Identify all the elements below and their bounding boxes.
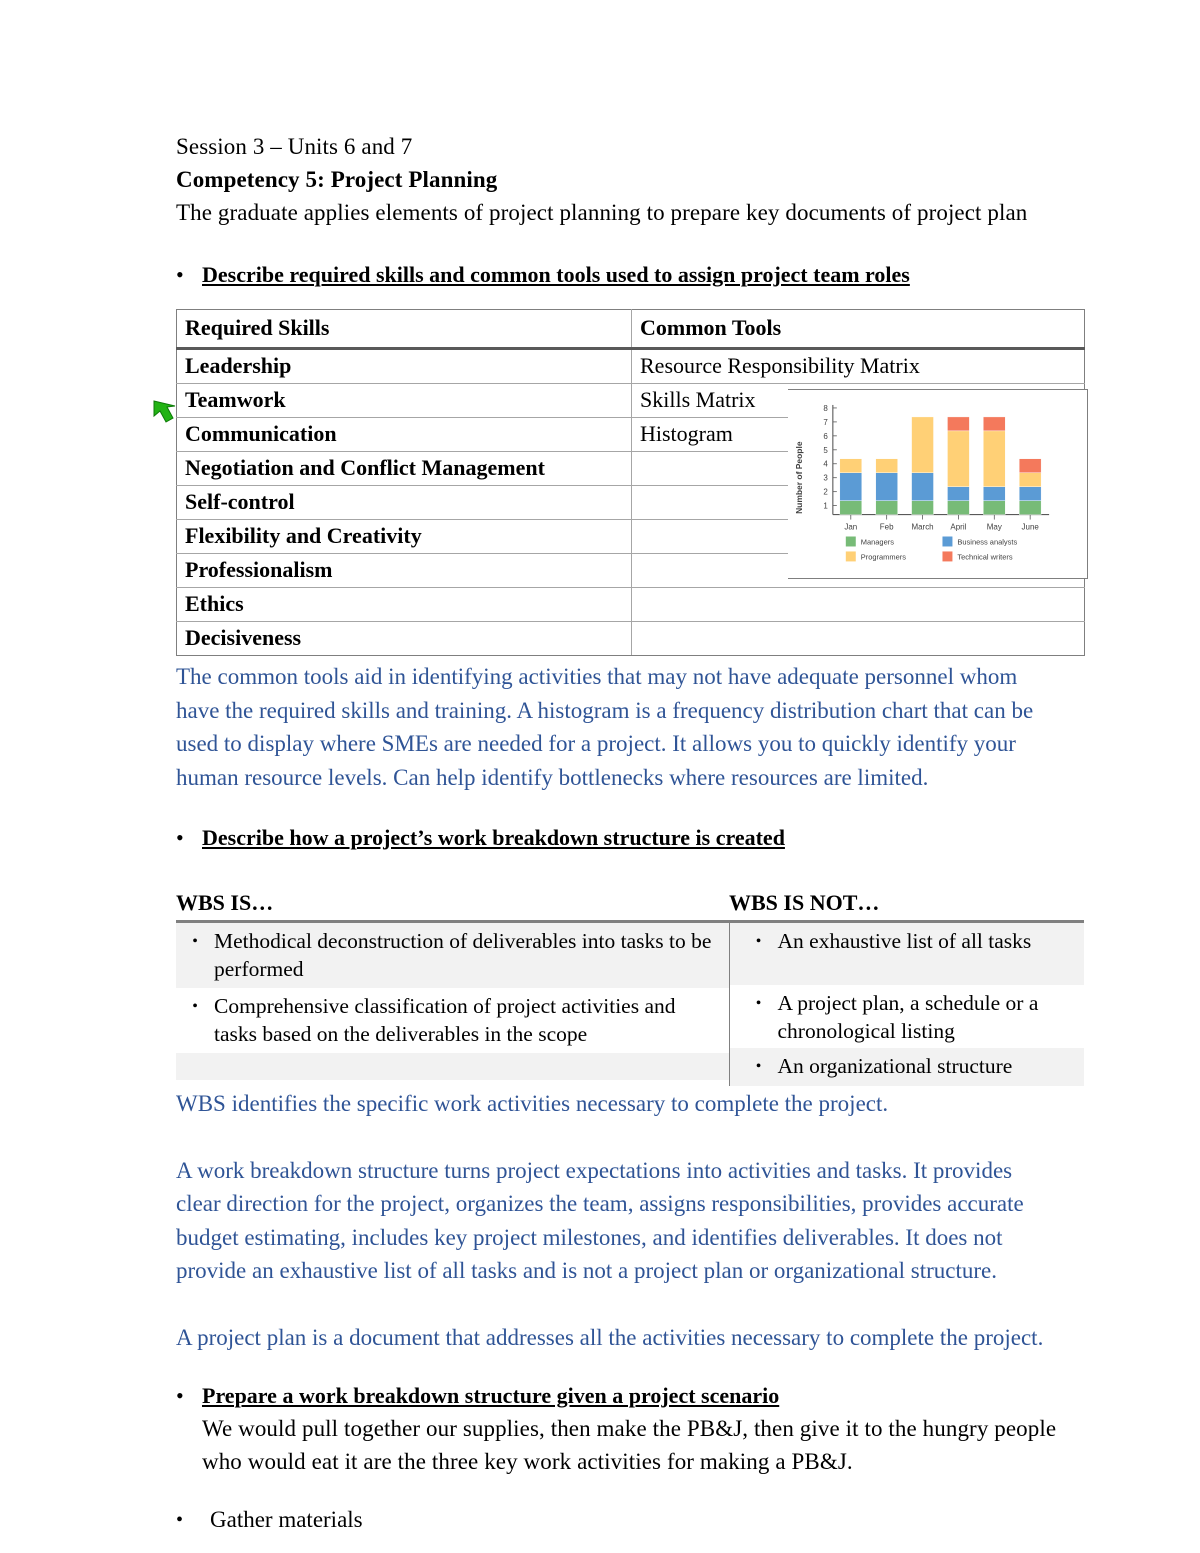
wbs-is-header: WBS IS… [176,890,274,915]
chart-bar-segment [983,487,1005,501]
skills-tools-section [176,309,1060,656]
chart-xtick: June [1021,522,1039,532]
wbs-is-not-item-2: An organizational structure [777,1054,1013,1078]
session-line: Session 3 – Units 6 and 7 [176,134,413,159]
skill-cell: Self-control [177,486,632,520]
tool-cell: Resource Responsibility Matrix [632,349,1085,384]
chart-xticklabels [844,523,1039,532]
wbs-is-item-1: Comprehensive classification of project activities and tasks based on the deliverables in the scope [214,994,676,1046]
wbs-is-column [176,922,729,1087]
paragraph-histogram: The common tools aid in identifying activities that may not have adequate personnel whom have the required skills and training. A histogram is a frequency distribution chart that can be used to display where SMEs are needed for a project. It allows you to quickly identify your human resource levels. Can help identify bottlenecks where resources are limited. [176,664,1034,790]
bullet-icon: • [755,1058,762,1075]
chart-bars [840,417,1041,515]
competency-title: Competency 5: Project Planning [176,167,498,192]
chart-bar-segment [912,417,934,473]
list-item [176,988,729,1053]
svg-text:6: 6 [823,431,828,441]
bullet-icon: • [755,995,762,1012]
table-header-cell: Required Skills [177,310,632,349]
chart-bar-segment [947,487,969,501]
chart-bar-segment [1019,459,1041,473]
svg-text:1: 1 [823,501,828,511]
chart-bar-segment [947,431,969,487]
bullet-icon: • [192,998,198,1015]
chart-bar-segment [876,473,898,501]
bullet-icon: • [192,933,198,950]
skill-cell: Communication [177,418,632,452]
legend-swatch [846,537,856,547]
skill-cell: Professionalism [177,554,632,588]
legend-swatch [942,551,952,561]
chart-bar-segment [912,501,934,515]
legend-swatch [942,537,952,547]
wbs-is-not-item-0: An exhaustive list of all tasks [777,929,1032,953]
legend-label: Managers [860,537,894,547]
chart-bar-segment [1019,473,1041,487]
chart-xtick: April [950,522,967,532]
paragraph-wbs-turns: A work breakdown structure turns project expectations into activities and tasks. It provides clear direction for the project, organizes the team, assigns responsibilities, provides accurate budget estimating, includes key project milestones, and identifies deliverables. It does not provide an exhaustive list of all tasks and is not a project plan or organizational structure. [176,1157,1024,1283]
wbs-table-headers [176,888,1060,918]
tool-cell: Skills Matrix [632,384,1085,418]
wbs-is-not-column [729,922,1084,1087]
objective-1 [176,259,1060,291]
wbs-is-empty-cell [176,1053,729,1080]
chart-bar-segment [983,417,1005,431]
legend-label: Business analysts [957,537,1018,547]
chart-xtick: Feb [879,522,894,532]
final-list-item-0: Gather materials [210,1507,363,1532]
svg-text:4: 4 [823,459,828,469]
objective-3-text: Prepare a work breakdown structure given a project scenario [202,1383,780,1408]
list-item [176,923,729,988]
wbs-comparison-table [176,920,1084,1086]
table-header-cell: Common Tools [632,310,1085,349]
svg-text:8: 8 [823,403,828,413]
chart-legend [846,537,1018,562]
list-item [730,923,1085,985]
chart-bar-segment [912,473,934,501]
chart-bar-segment [1019,487,1041,501]
spacer [176,1121,1060,1154]
chart-bar-segment [876,501,898,515]
bullet-icon: • [176,262,184,287]
svg-text:2: 2 [823,487,828,497]
chart-bar-segment [876,459,898,473]
chart-xtick: March [911,522,934,532]
competency-description: The graduate applies elements of project planning to prepare key documents of project plan [176,200,1028,225]
table-row [177,622,1085,656]
histogram-svg [788,390,1087,579]
chart-ylabel: Number of People [793,441,804,514]
svg-text:7: 7 [823,417,828,427]
legend-label: Technical writers [957,552,1013,562]
skill-cell: Flexibility and Creativity [177,520,632,554]
objective-3 [176,1380,1060,1412]
histogram-chart [788,389,1088,579]
svg-text:3: 3 [823,473,828,483]
legend-swatch [846,551,856,561]
paragraph-pbj: We would pull together our supplies, then make the PB&J, then give it to the hungry people who would eat it are the three key work activities for making a PB&J. [202,1416,1057,1474]
chart-bar-segment [840,501,862,515]
skill-cell: Ethics [177,588,632,622]
table-row [177,349,1085,384]
chart-bar-segment [840,459,862,473]
bullet-icon: • [755,933,762,950]
list-item [730,985,1085,1048]
bullet-icon: • [176,1509,184,1531]
spacer [176,1288,1060,1321]
tool-cell [632,588,1085,622]
chart-bar-segment [840,473,862,501]
skill-cell: Teamwork [177,384,632,418]
skill-cell: Negotiation and Conflict Management [177,452,632,486]
chart-bar-segment [983,431,1005,487]
objective-1-text: Describe required skills and common tools used to assign project team roles [202,262,910,287]
final-list-item [176,1504,1060,1536]
paragraph-project-plan: A project plan is a document that addresses all the activities necessary to complete the project. [176,1324,1044,1350]
table-header-row [177,310,1085,349]
bullet-icon: • [176,825,184,850]
chart-bar-segment [983,501,1005,515]
green-arrow-cursor-icon [151,397,183,427]
bullet-icon: • [176,1383,184,1408]
skill-cell: Leadership [177,349,632,384]
chart-bar-segment [947,501,969,515]
tool-cell: Histogram [632,418,1085,452]
legend-label: Programmers [860,552,907,562]
tool-cell [632,622,1085,656]
paragraph-wbs-identifies: WBS identifies the specific work activities necessary to complete the project. [176,1091,889,1116]
chart-xtick: May [986,522,1002,532]
table-row [177,588,1085,622]
svg-text:5: 5 [823,445,828,455]
chart-bar-segment [1019,501,1041,515]
wbs-is-not-item-1: A project plan, a schedule or a chronological listing [777,991,1039,1043]
chart-bar-segment [947,417,969,431]
list-item [730,1048,1085,1086]
skill-cell: Decisiveness [177,622,632,656]
wbs-is-not-header: WBS IS NOT… [729,890,880,915]
chart-xtick: Jan [844,522,858,532]
objective-2-text: Describe how a project’s work breakdown structure is created [202,825,785,850]
wbs-is-item-0: Methodical deconstruction of deliverables into tasks to be performed [214,929,712,981]
objective-2 [176,822,1060,854]
